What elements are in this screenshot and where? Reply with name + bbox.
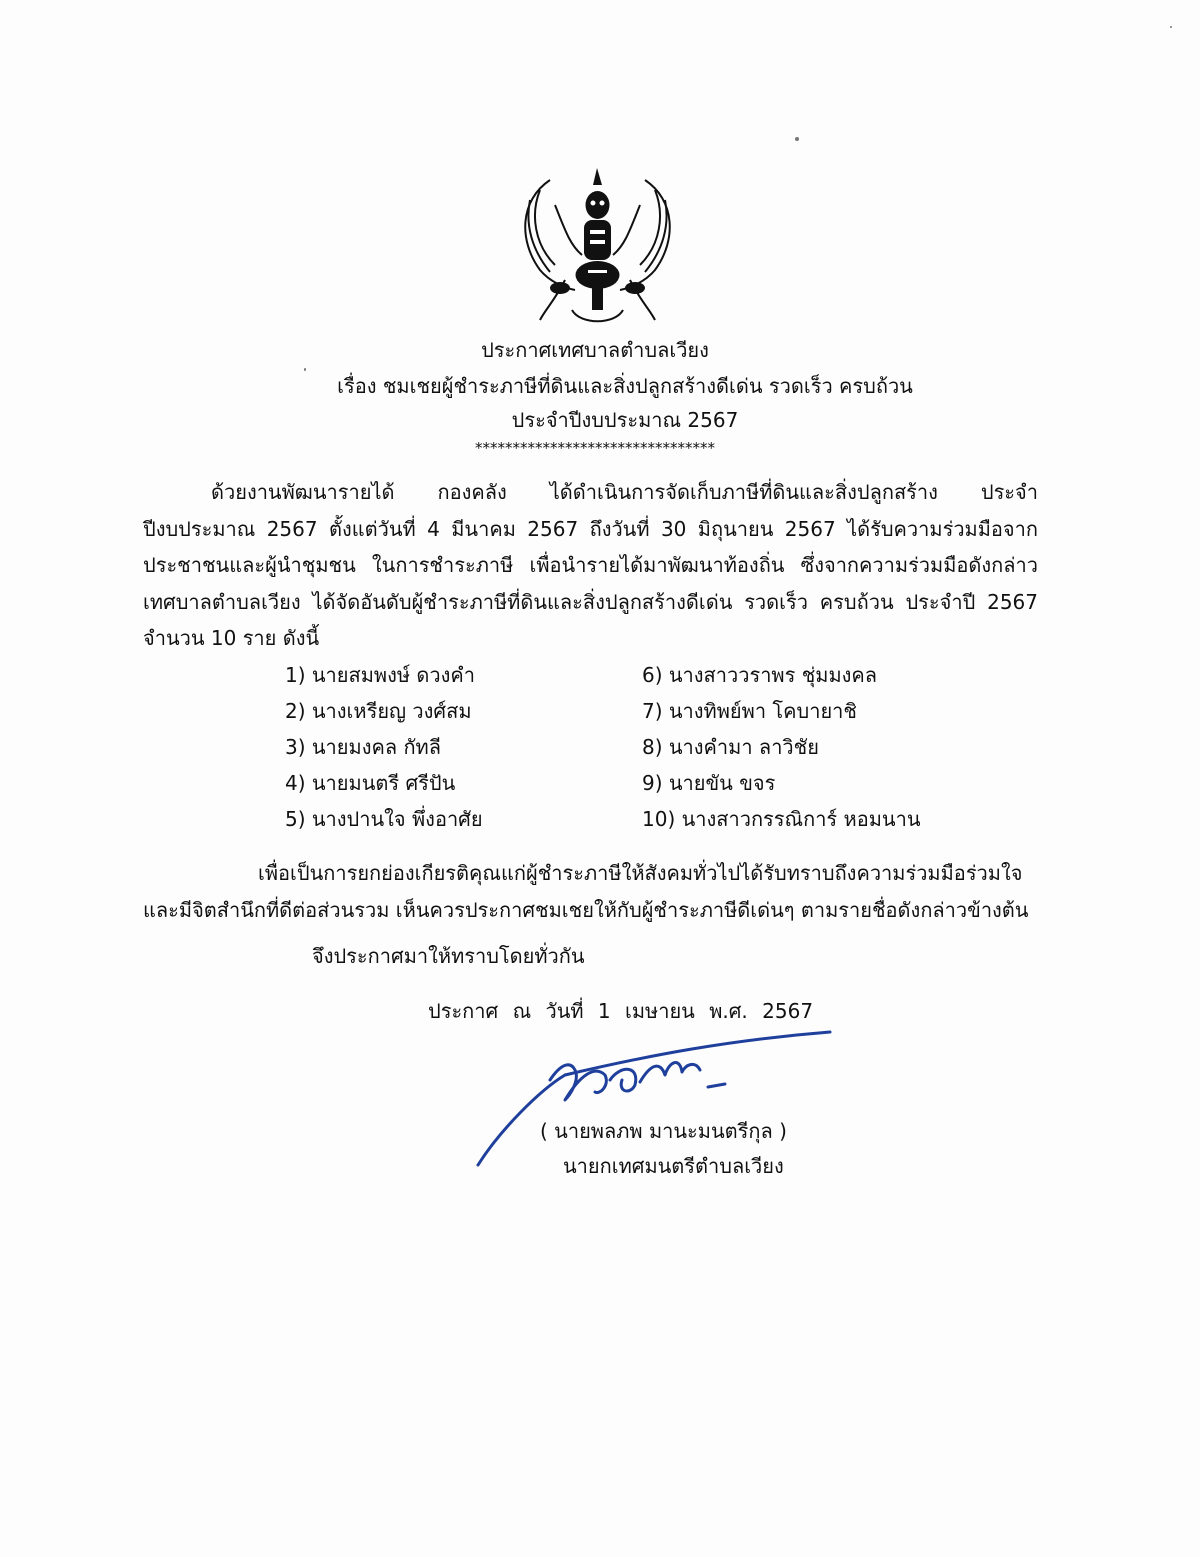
scan-speck — [1170, 26, 1172, 28]
fiscal-year-line: ประจำปีงบประมาณ 2567 — [511, 408, 739, 432]
intro-paragraph: ด้วยงานพัฒนารายได้ กองคลัง ได้ดำเนินการจัดเก็บภาษีที่ดินและสิ่งปลูกสร้าง ประจำปีงบประมาณ 2567 ตั้งแต่วันที่ 4 มีนาคม 2567 ถึงวันที่ 30 มิถุนายน 2567 ได้รับความร่วมมือจากประชาชนและผู้นำชุมชน ในการชำระภาษี เพื่อนำรายได้มาพัฒนาท้องถิ่น ซึ่งจากความร่วมมือดังกล่าว เทศบาลตำบลเวียง ได้จัดอันดับผู้ชำระภาษีที่ดินและสิ่งปลูกสร้างดีเด่น รวดเร็ว ครบถ้วน ประจำปี 2567 จำนวน 10 ราย ดังนี้ — [143, 480, 1038, 650]
list-item: 8) นางคำมา ลาวิชัย — [642, 735, 819, 759]
honoree-column-left — [285, 657, 483, 837]
list-item: 2) นางเหรียญ วงศ์สม — [285, 699, 472, 723]
list-item: 5) นางปานใจ พึ่งอาศัย — [285, 807, 483, 831]
list-item: 3) นายมงคล กัทลี — [285, 735, 441, 759]
signer-title: นายกเทศมนตรีตำบลเวียง — [563, 1154, 784, 1178]
closing-sentence: จึงประกาศมาให้ทราบโดยทั่วกัน — [312, 944, 585, 968]
handwritten-signature — [470, 1020, 840, 1170]
list-item: 6) นางสาววราพร ชุ่มมงคล — [642, 663, 878, 687]
list-item: 10) นางสาวกรรณิการ์ หอมนาน — [642, 807, 921, 831]
organization-title: ประกาศเทศบาลตำบลเวียง — [481, 338, 709, 362]
list-item: 4) นายมนตรี ศรีปัน — [285, 771, 456, 795]
recognition-paragraph: เพื่อเป็นการยกย่องเกียรติคุณแก่ผู้ชำระภาษีให้สังคมทั่วไปได้รับทราบถึงความร่วมมือร่วมใจ และมีจิตสำนึกที่ดีต่อส่วนรวม เห็นควรประกาศชมเชยให้กับผู้ชำระภาษีดีเด่นๆ ตามรายชื่อดังกล่าวข้างต้น — [143, 861, 1029, 922]
garuda-emblem-icon — [510, 160, 685, 340]
list-item: 1) นายสมพงษ์ ดวงคำ — [285, 663, 475, 687]
separator-line: ******************************** — [475, 439, 715, 457]
scan-speck — [304, 368, 306, 371]
list-item: 7) นางทิพย์พา โคบายาชิ — [642, 699, 857, 723]
announcement-date: ประกาศ ณ วันที่ 1 เมษายน พ.ศ. 2567 — [428, 999, 814, 1023]
scan-speck — [795, 137, 799, 141]
list-item: 9) นายขัน ขจร — [642, 771, 776, 795]
honoree-column-right — [642, 657, 921, 837]
announcement-subject: เรื่อง ชมเชยผู้ชำระภาษีที่ดินและสิ่งปลูกสร้างดีเด่น รวดเร็ว ครบถ้วน — [337, 374, 913, 398]
signer-name: ( นายพลภพ มานะมนตรีกุล ) — [540, 1119, 787, 1143]
